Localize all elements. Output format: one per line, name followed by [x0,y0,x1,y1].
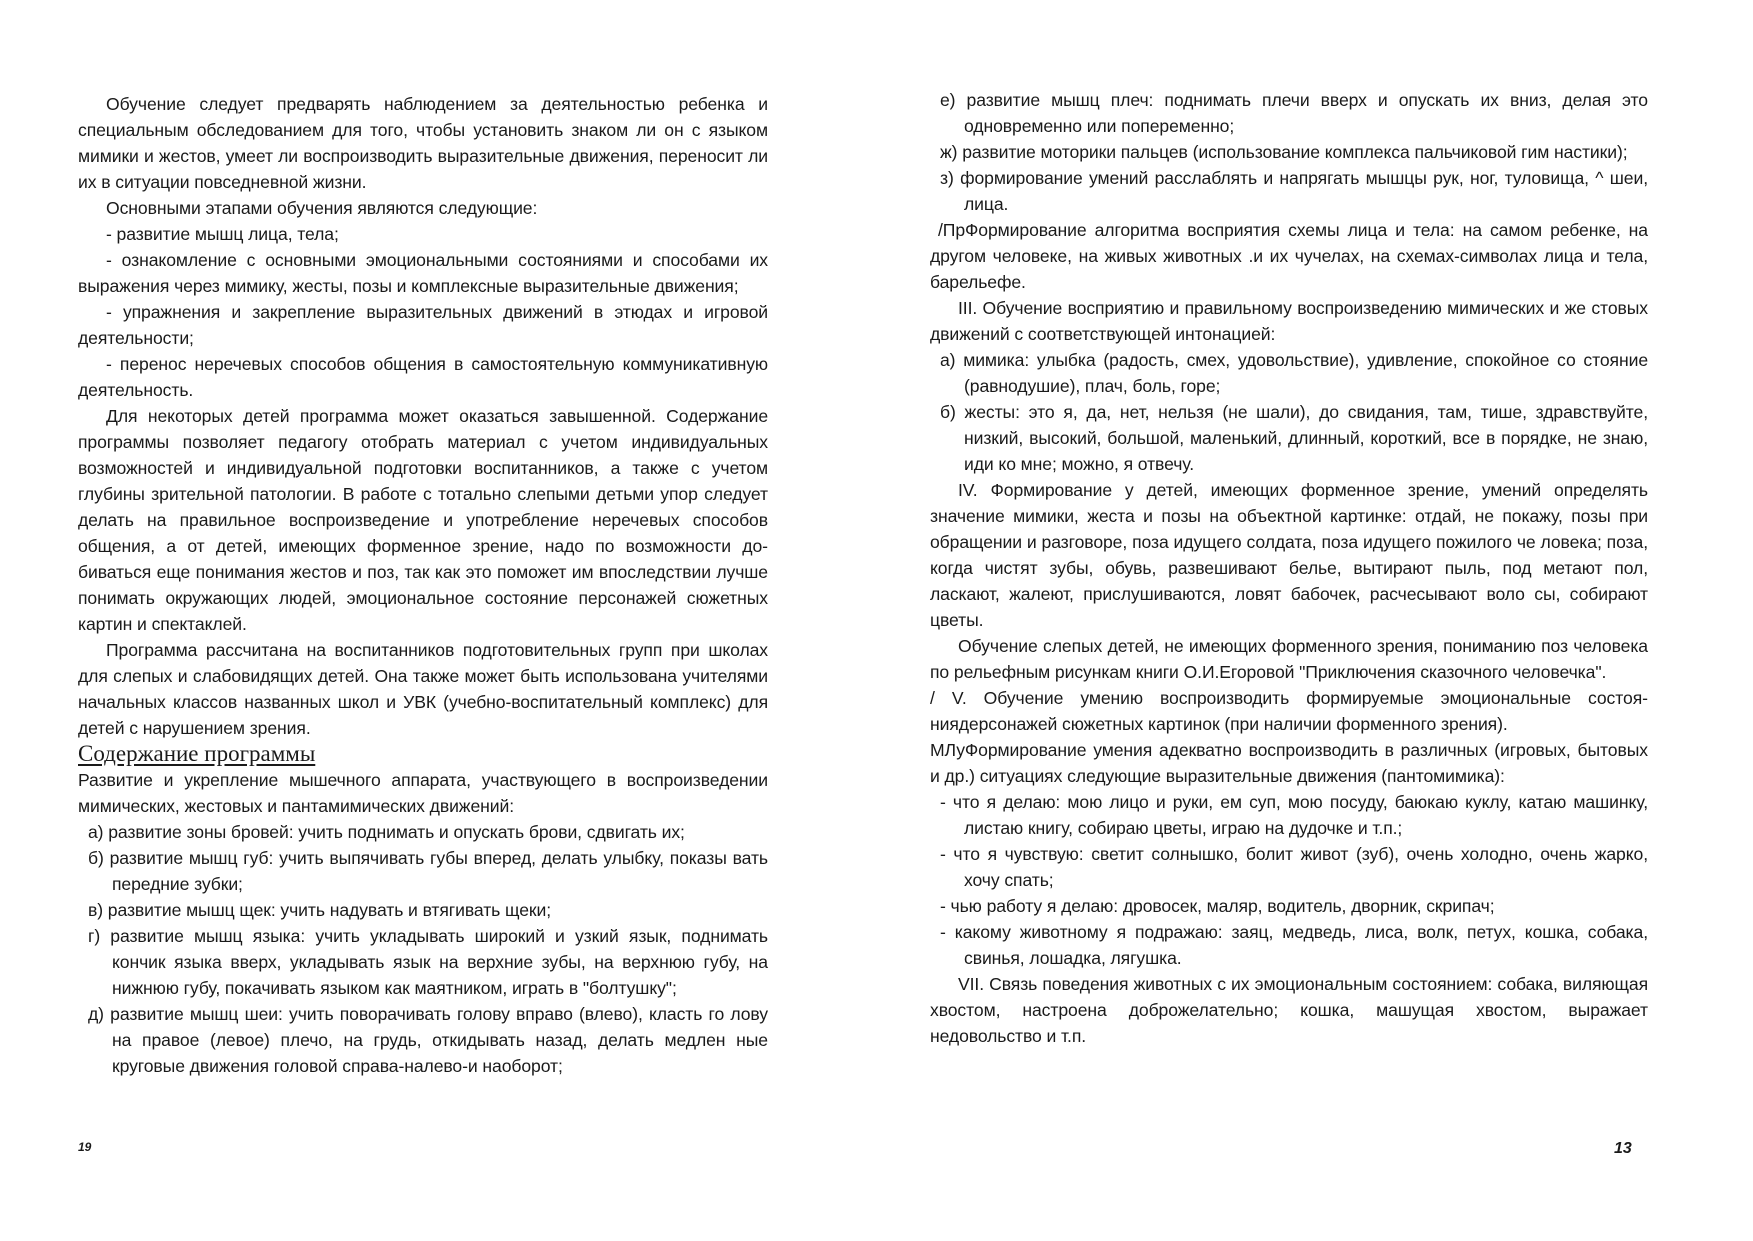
list-item: - какому животному я подражаю: заяц, медведь, лиса, волк, петух, кошка, собака, свинья, лошадка, лягушка. [940,922,1648,968]
paragraph: МЛуФормирование умения адекватно воспроизводить в различных (игровых, бытовых и др.) ситуациях следующие выразительные движения (пантомимика): [930,740,1648,786]
paragraph: Основными этапами обучения являются следующие: [106,198,538,218]
paragraph: VII. Связь поведения животных с их эмоциональным состоянием: собака, виляющая хвостом, настроена доброжелательно; кошка, машущая хвостом, выражает недовольство и т.п. [930,974,1648,1046]
right-page [876,0,1753,1241]
list-item: - развитие мышц лица, тела; [106,224,339,244]
paragraph: Для некоторых детей программа может оказаться завышенной. Содержание программы позволяет педагогу отобрать материал с учетом индивидуальных возможностей и индивидуальной подготовки воспитанников, а также с учетом глубины зрительной патологии. В работе с тотально слепыми детьми упор следует делать на правильное воспроизведение и употребление неречевых способов общения, а от детей, имеющих форменное зрение, надо по возможности добиваться еще понимания жестов и поз, так как это поможет им впоследствии лучше понимать окружающих людей, эмоциональное состояние персонажей сюжетных картин и спектаклей. [78,406,768,634]
left-page [0,0,876,1241]
page-number: 13 [1614,1140,1632,1157]
list-item: г) развитие мышц языка: учить укладывать широкий и узкий язык, поднимать кончик языка вверх, укладывать язык на верхние зубы, на верхнюю губу, на нижнюю губу, покачивать языком как маятником, играть в "болтушку"; [88,926,768,998]
list-item: в) развитие мышц щек: учить надувать и втягивать щеки; [88,900,551,920]
paragraph: IV. Формирование у детей, имеющих форменное зрение, умений определять значение мимики, жеста и позы на объектной картинке: отдай, не покажу, позы при обращении и разговоре, поза идущего солдата, поза идущего пожилого че ловека; поза, когда чистят зубы, обувь, развешивают белье, вытирают пыль, под метают пол, ласкают, жалеют, прислушиваются, ловят бабочек, расчесывают воло сы, собирают цветы. [930,480,1648,630]
paragraph: Программа рассчитана на воспитанников подготовительных групп при школах для слепых и слабовидящих детей. Она также может быть использована учителями начальных классов названных школ и УВК (учебно-воспитательный комплекс) для детей с нарушением зрения. [78,640,768,738]
paragraph: / V. Обучение умению воспроизводить формируемые эмоциональные состояниядерсонажей сюжетных картинок (при наличии форменного зрения). [930,688,1648,734]
list-item: - что я делаю: мою лицо и руки, ем суп, мою посуду, баюкаю куклу, катаю машинку, листаю книгу, собираю цветы, играю на дудочке и т.п.; [940,792,1648,838]
list-item: з) формирование умений расслаблять и напрягать мышцы рук, ног, туловища, ^ шеи, лица. [940,168,1648,214]
paragraph: Обучение слепых детей, не имеющих форменного зрения, пониманию поз человека по рельефным рисункам книги О.И.Егоровой "Приключения сказочного человечка". [930,636,1648,682]
section-heading: Содержание программы [78,741,316,766]
list-item: - что я чувствую: светит солнышко, болит живот (зуб), очень холодно, очень жарко, хочу спать; [940,844,1648,890]
list-item: - чью работу я делаю: дровосек, маляр, водитель, дворник, скрипач; [940,896,1495,916]
page-number: 19 [78,1140,92,1154]
list-item: д) развитие мышц шеи: учить поворачивать голову вправо (влево), класть го лову на правое (левое) плечо, на грудь, откидывать назад, делать медлен ные круговые движения головой справа-налево-и наоборот; [88,1004,768,1076]
paragraph: III. Обучение восприятию и правильному воспроизведению мимических и же стовых движений с соответствующей интонацией: [930,298,1648,344]
list-item: б) развитие мышц губ: учить выпячивать губы вперед, делать улыбку, показы вать передние зубки; [88,848,768,894]
right-text-column [930,87,1648,1049]
list-item: а) мимика: улыбка (радость, смех, удовольствие), удивление, спокойное со стояние (равнодушие), плач, боль, горе; [940,350,1648,396]
paragraph: /ПрФормирование алгоритма восприятия схемы лица и тела: на самом ребенке, на другом человеке, на живых животных .и их чучелах, на схемах-символах лица и тела, барельефе. [930,220,1648,292]
list-item: е) развитие мышц плеч: поднимать плечи вверх и опускать их вниз, делая это одновременно или попеременно; [940,90,1648,136]
list-item: - ознакомление с основными эмоциональными состояниями и способами их выражения через мимику, жесты, позы и комплексные выразительные движения; [78,250,768,296]
paragraph: Развитие и укрепление мышечного аппарата, участвующего в воспроизведении мимических, жестовых и пантамимических движений: [78,770,768,816]
list-item: а) развитие зоны бровей: учить поднимать и опускать брови, сдвигать их; [88,822,685,842]
list-item: - перенос неречевых способов общения в самостоятельную коммуникативную деятельность. [78,354,768,400]
left-text-column [78,91,768,1079]
paragraph: Обучение следует предварять наблюдением за деятельностью ребенка и специальным обследованием для того, чтобы установить знаком ли он с языком мимики и жестов, умеет ли воспроизводить выразительные движения, переносит ли их в ситуации повседневной жизни. [78,94,768,192]
list-item: - упражнения и закрепление выразительных движений в этюдах и игровой деятельности; [78,302,768,348]
list-item: ж) развитие моторики пальцев (использование комплекса пальчиковой гим настики); [940,142,1628,162]
list-item: б) жесты: это я, да, нет, нельзя (не шали), до свидания, там, тише, здравствуйте, низкий, высокий, большой, маленький, длинный, короткий, все в порядке, не знаю, иди ко мне; можно, я отвечу. [940,402,1648,474]
